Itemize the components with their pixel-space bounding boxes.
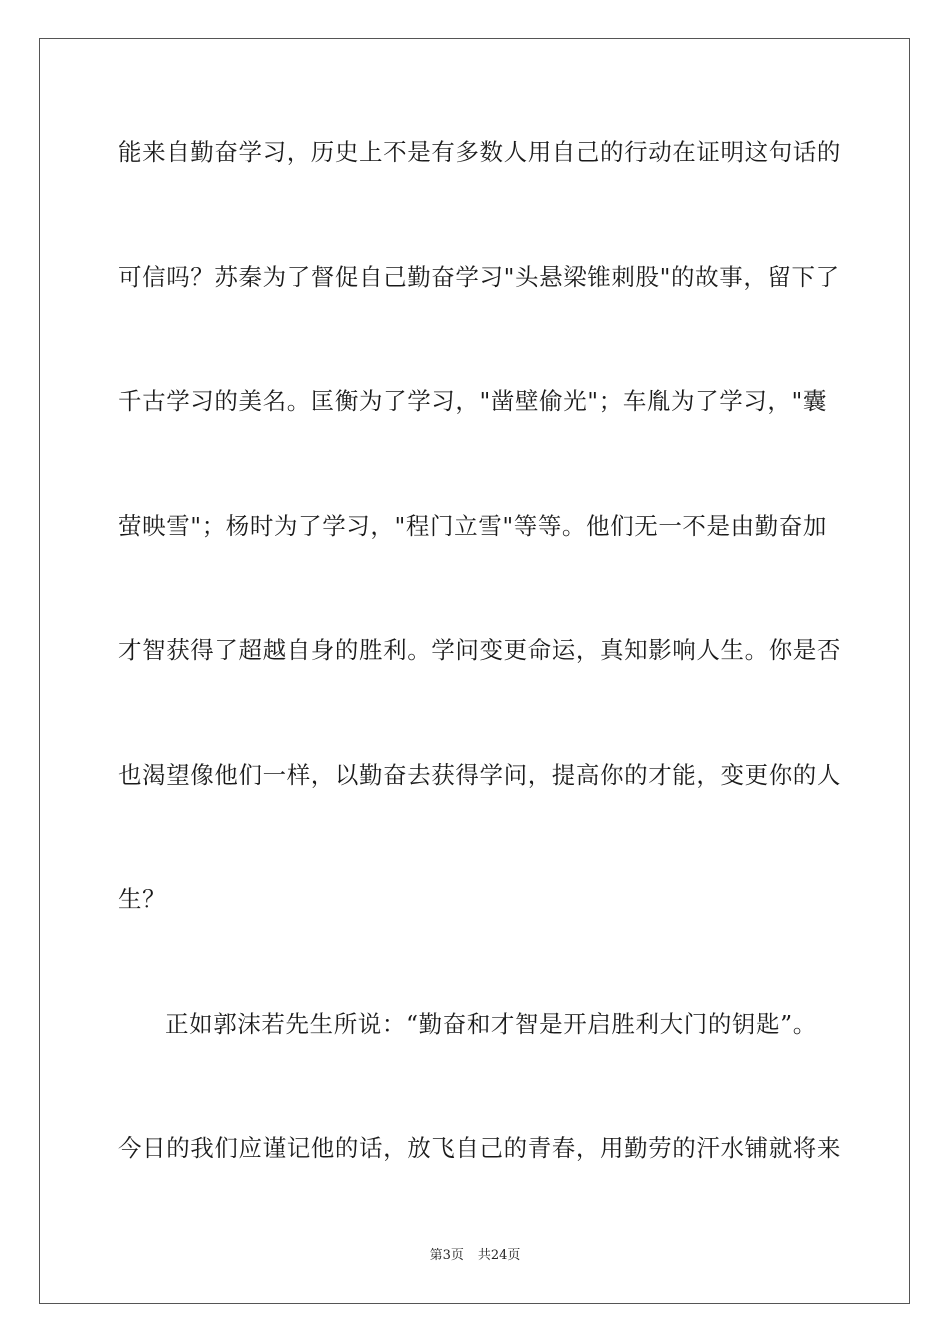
- text-line-8: 正如郭沫若先生所说：“勤奋和才智是开启胜利大门的钥匙”。: [165, 1010, 817, 1038]
- page-footer: [0, 1247, 950, 1265]
- text-line-9: 今日的我们应谨记他的话，放飞自己的青春，用勤劳的汗水铺就将来: [118, 1134, 841, 1162]
- text-line-5: 才智获得了超越自身的胜利。学问变更命运，真知影响人生。你是否: [118, 636, 841, 664]
- text-line-4: 萤映雪"；杨时为了学习，"程门立雪"等等。他们无一不是由勤奋加: [118, 512, 828, 540]
- page-total: 共24页: [477, 1248, 521, 1263]
- page-frame: [39, 38, 910, 1304]
- page-number: 第3页: [429, 1248, 464, 1263]
- text-line-2: 可信吗？苏秦为了督促自己勤奋学习"头悬梁锥刺股"的故事，留下了: [118, 263, 840, 291]
- text-line-6: 也渴望像他们一样，以勤奋去获得学问，提高你的才能，变更你的人: [118, 761, 841, 789]
- text-line-7: 生？: [118, 885, 167, 913]
- text-line-1: 能来自勤奋学习，历史上不是有多数人用自己的行动在证明这句话的: [118, 138, 841, 166]
- text-line-3: 千古学习的美名。匡衡为了学习，"凿壁偷光"；车胤为了学习，"囊: [118, 387, 828, 415]
